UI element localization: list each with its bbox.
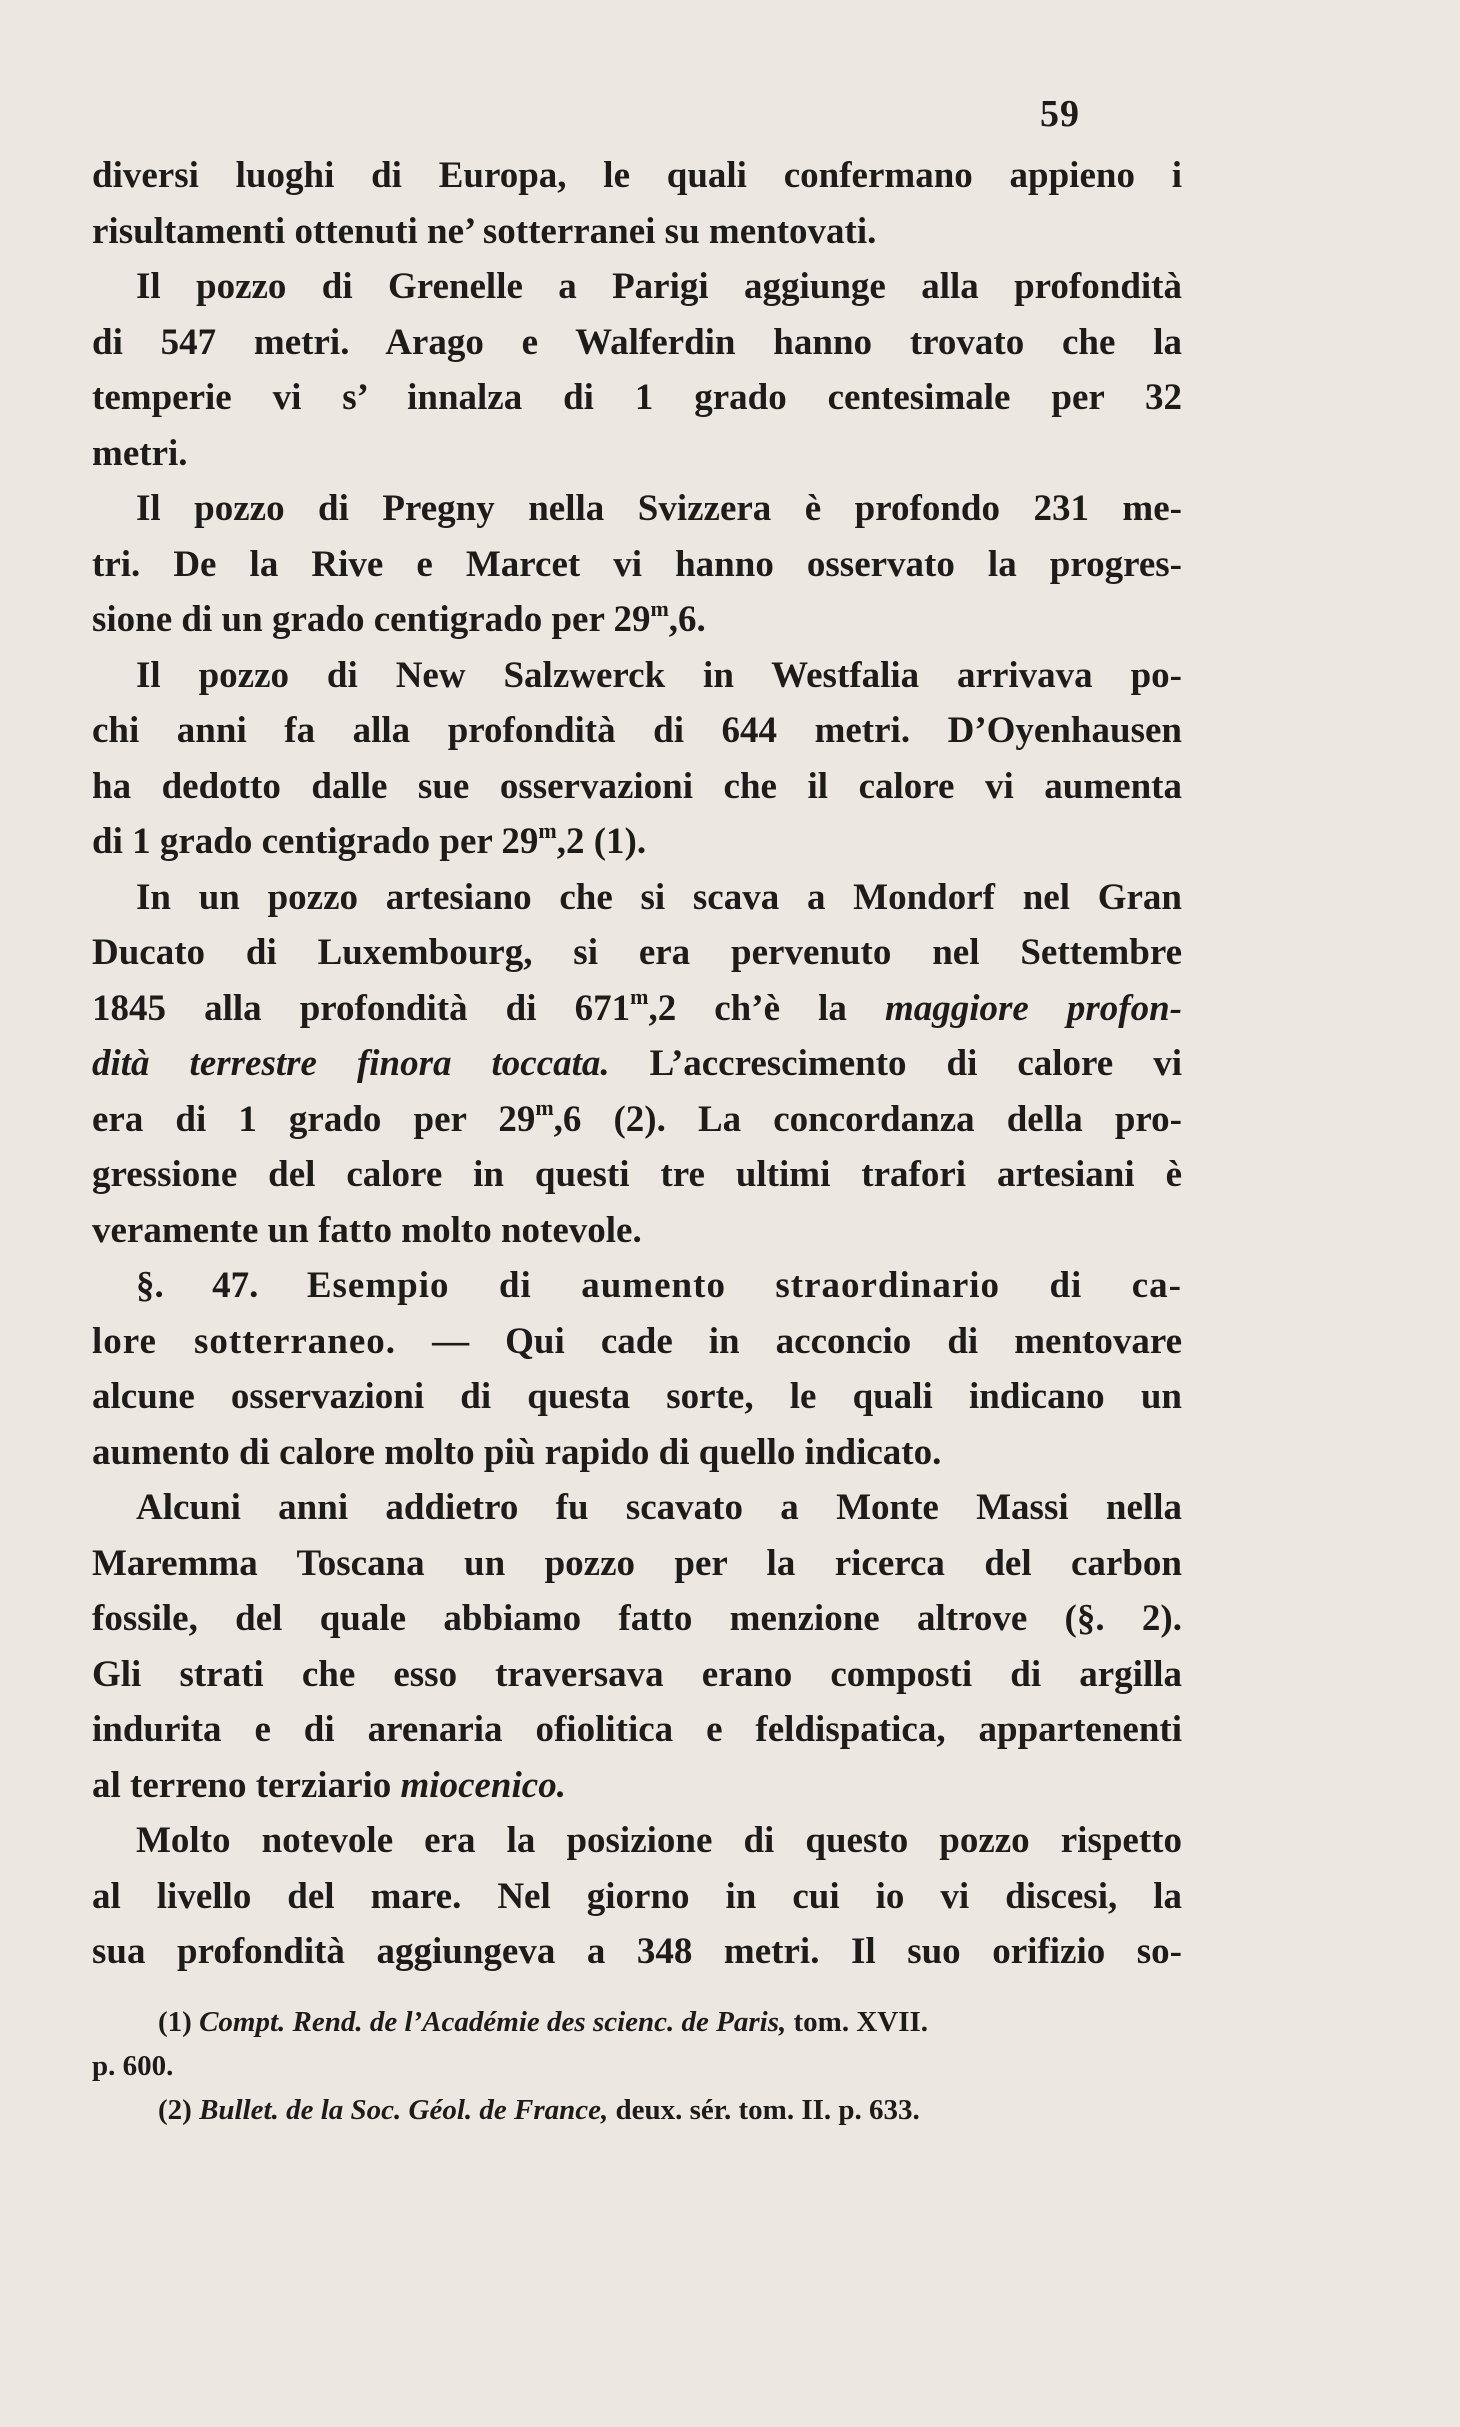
body-text	[92, 148, 1182, 1980]
text-line	[92, 1758, 1182, 1814]
footnote-reference: Compt. Rend. de l’Académie des scienc. de Paris,	[199, 2006, 787, 2038]
text-line: Maremma Toscana un pozzo per la ricerca del carbon	[92, 1542, 1182, 1584]
italic-phrase: maggiore profon-	[884, 987, 1183, 1029]
footnote-text: deux. sér. tom. II. p. 633.	[615, 2094, 920, 2126]
text-fragment: era di 1 grado per 29	[92, 1098, 536, 1140]
text-line: risultamenti ottenuti ne’ sotterranei su mentovati.	[92, 210, 877, 252]
text-fragment: 1845 alla profondità di 671	[92, 987, 631, 1029]
text-line	[92, 592, 1182, 648]
text-line: di 547 metri. Arago e Walferdin hanno trovato che la	[92, 321, 1182, 363]
text-line: temperie vi s’ innalza di 1 grado centesimale per 32	[92, 377, 1182, 418]
footnote	[92, 2088, 1182, 2132]
text-line	[92, 981, 1182, 1037]
text-fragment: ,2 (1).	[556, 821, 647, 862]
text-line: alcune osservazioni di questa sorte, le quali indicano un	[92, 1376, 1182, 1417]
text-line: Gli strati che esso traversava erano composti di argilla	[92, 1653, 1182, 1695]
text-line: al livello del mare. Nel giorno in cui io vi discesi, la	[92, 1875, 1182, 1917]
unit-superscript: m	[650, 595, 669, 621]
text-line: Il pozzo di Pregny nella Svizzera è profondo 231 me-	[136, 488, 1182, 529]
page-number: 59	[1040, 93, 1080, 135]
section-title: Esempio di aumento straordinario di ca-	[306, 1265, 1183, 1306]
text-line: Alcuni anni addietro fu scavato a Monte Massi nella	[136, 1487, 1182, 1528]
text-line: Molto notevole era la posizione di questo pozzo rispetto	[136, 1820, 1182, 1861]
text-line: In un pozzo artesiano che si scava a Mondorf nel Gran	[136, 876, 1182, 918]
text-line: tri. De la Rive e Marcet vi hanno osservato la progres-	[92, 543, 1182, 585]
text-line: Ducato di Luxembourg, si era pervenuto nel Settembre	[92, 932, 1182, 973]
text-line: metri.	[92, 432, 188, 474]
text-fragment: ,6.	[668, 599, 706, 640]
text-fragment: — Qui cade in acconcio di mentovare	[432, 1320, 1183, 1362]
text-line: sua profondità aggiungeva a 348 metri. Il suo orifizio so-	[92, 1931, 1182, 1972]
text-line: indurita e di arenaria ofiolitica e feldispatica, appartenenti	[92, 1709, 1182, 1750]
unit-superscript: m	[630, 984, 649, 1010]
text-line: chi anni fa alla profondità di 644 metri. D’Oyenhausen	[92, 710, 1182, 751]
text-line: gressione del calore in questi tre ultimi trafori artesiani è	[92, 1154, 1182, 1195]
footnote-number: (1)	[158, 2006, 192, 2038]
footnote-text: tom. XVII.	[793, 2006, 929, 2038]
text-line: diversi luoghi di Europa, le quali confermano appieno i	[92, 155, 1182, 196]
text-line	[92, 814, 1182, 870]
text-line: Il pozzo di Grenelle a Parigi aggiunge alla profondità	[136, 266, 1182, 307]
text-line: ha dedotto dalle sue osservazioni che il calore vi aumenta	[92, 765, 1182, 807]
italic-phrase: miocenico.	[400, 1764, 566, 1806]
text-fragment: L’accrescimento di calore vi	[649, 1043, 1182, 1084]
footnote-number: (2)	[158, 2094, 192, 2126]
footnotes	[92, 2000, 1182, 2132]
section-heading-line	[92, 1258, 1182, 1314]
section-title: lore sotterraneo.	[92, 1320, 397, 1362]
footnote-reference: Bullet. de la Soc. Géol. de France,	[199, 2094, 609, 2126]
text-line: veramente un fatto molto notevole.	[92, 1209, 642, 1251]
text-line: fossile, del quale abbiamo fatto menzione altrove (§. 2).	[92, 1598, 1182, 1639]
section-heading-line	[92, 1314, 1182, 1370]
unit-superscript: m	[538, 817, 557, 843]
text-line	[92, 1036, 1182, 1092]
text-fragment: sione di un grado centigrado per 29	[92, 599, 651, 640]
section-number: §. 47.	[136, 1265, 259, 1306]
unit-superscript: m	[535, 1095, 554, 1121]
italic-phrase: dità terrestre finora toccata.	[92, 1043, 610, 1084]
text-line: Il pozzo di New Salzwerck in Westfalia arrivava po-	[136, 654, 1182, 696]
text-fragment: ,6 (2). La concordanza della pro-	[553, 1098, 1182, 1140]
text-fragment: di 1 grado centigrado per 29	[92, 821, 539, 862]
text-fragment: al terreno terziario	[92, 1764, 392, 1806]
text-line	[92, 1092, 1182, 1148]
footnote	[92, 2000, 1182, 2044]
text-fragment: ,2 ch’è la	[648, 987, 847, 1029]
footnote-continuation: p. 600.	[92, 2050, 174, 2082]
text-line: aumento di calore molto più rapido di quello indicato.	[92, 1431, 942, 1473]
